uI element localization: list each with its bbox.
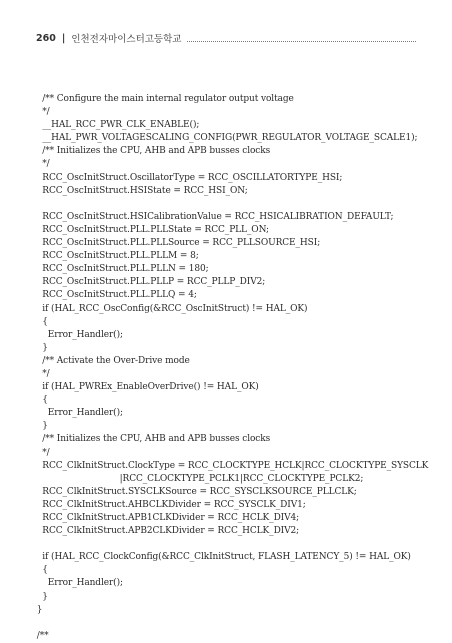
code-line: {: [34, 565, 48, 576]
header-dotted-rule: [187, 41, 416, 42]
code-line: RCC_OscInitStruct.HSICalibrationValue = RCC_HSICALIBRATION_DEFAULT;: [34, 211, 394, 222]
code-line: RCC_OscInitStruct.PLL.PLLSource = RCC_PLLSOURCE_HSI;: [34, 238, 321, 249]
header-title: 인천전자마이스터고등학교: [71, 34, 182, 45]
code-line: /**: [34, 630, 49, 641]
code-line: }: [34, 591, 48, 602]
code-line: RCC_OscInitStruct.OscillatorType = RCC_OSCILLATORTYPE_HSI;: [34, 172, 343, 183]
code-line: Error_Handler();: [34, 329, 123, 340]
code-line: {: [34, 316, 48, 327]
code-line: /** Initializes the CPU, AHB and APB busses clocks: [34, 146, 271, 157]
code-line: /** Activate the Over-Drive mode: [34, 355, 190, 366]
code-line: RCC_ClkInitStruct.SYSCLKSource = RCC_SYSCLKSOURCE_PLLCLK;: [34, 486, 357, 497]
code-line: RCC_OscInitStruct.PLL.PLLP = RCC_PLLP_DIV2;: [34, 277, 266, 288]
code-line: if (HAL_RCC_OscConfig(&RCC_OscInitStruct) != HAL_OK): [34, 303, 308, 314]
code-line: */: [34, 159, 50, 170]
code-line: RCC_OscInitStruct.PLL.PLLN = 180;: [34, 264, 209, 275]
code-line: RCC_OscInitStruct.PLL.PLLQ = 4;: [34, 290, 197, 301]
code-line: RCC_OscInitStruct.HSIState = RCC_HSI_ON;: [34, 185, 248, 196]
code-line: Error_Handler();: [34, 408, 123, 419]
code-line: RCC_ClkInitStruct.ClockType = RCC_CLOCKTYPE_HCLK|RCC_CLOCKTYPE_SYSCLK: [34, 460, 429, 471]
code-line: }: [34, 421, 48, 432]
code-line: __HAL_PWR_VOLTAGESCALING_CONFIG(PWR_REGULATOR_VOLTAGE_SCALE1);: [34, 133, 418, 144]
code-line: [34, 198, 434, 211]
page-number: 260: [36, 32, 56, 44]
code-line: RCC_ClkInitStruct.AHBCLKDivider = RCC_SYSCLK_DIV1;: [34, 499, 306, 510]
code-line: Error_Handler();: [34, 578, 123, 589]
code-block: [34, 93, 434, 643]
code-line: RCC_ClkInitStruct.APB1CLKDivider = RCC_HCLK_DIV4;: [34, 513, 300, 523]
code-line: }: [34, 342, 48, 353]
code-line: RCC_ClkInitStruct.APB2CLKDivider = RCC_HCLK_DIV2;: [34, 526, 300, 537]
code-line: RCC_OscInitStruct.PLL.PLLM = 8;: [34, 251, 199, 262]
code-line: {: [34, 395, 48, 406]
code-line: if (HAL_RCC_ClockConfig(&RCC_ClkInitStruct, FLASH_LATENCY_5) != HAL_OK): [34, 552, 411, 563]
code-line: RCC_OscInitStruct.PLL.PLLState = RCC_PLL_ON;: [34, 224, 269, 235]
code-line: __HAL_RCC_PWR_CLK_ENABLE();: [34, 120, 200, 131]
code-line: }: [34, 604, 43, 615]
code-line: |RCC_CLOCKTYPE_PCLK1|RCC_CLOCKTYPE_PCLK2;: [34, 473, 364, 484]
code-line: /** Configure the main internal regulator output voltage: [34, 94, 294, 104]
code-line: /** Initializes the CPU, AHB and APB busses clocks: [34, 434, 271, 445]
header-separator: |: [61, 32, 66, 44]
page-header: [36, 30, 416, 46]
code-line: */: [34, 447, 50, 458]
code-line: if (HAL_PWREx_EnableOverDrive() != HAL_OK): [34, 382, 259, 393]
code-line: [34, 538, 434, 551]
code-line: */: [34, 368, 50, 379]
code-line: [34, 617, 434, 630]
code-line: */: [34, 107, 50, 118]
